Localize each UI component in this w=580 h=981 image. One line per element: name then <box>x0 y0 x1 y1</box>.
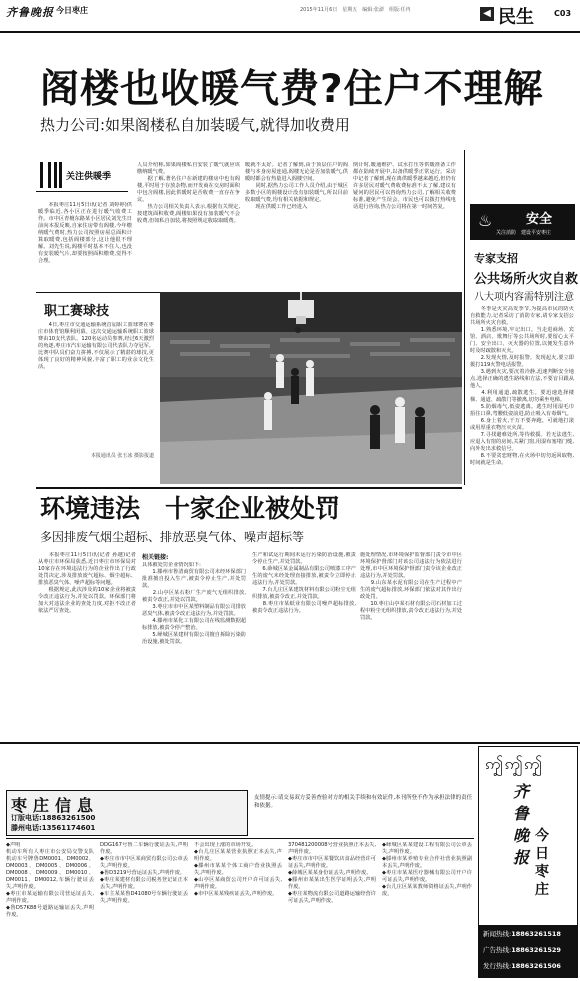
sports-photo-credit: 本报通讯员 张玉冰 摄影报道 <box>90 453 154 459</box>
hotline-news-number: 18863261518 <box>511 930 561 938</box>
edition-name: 今日枣庄 <box>56 6 88 15</box>
hotline-ad <box>483 945 561 954</box>
section-tab <box>476 0 580 30</box>
classifieds-col4: 370481200008号营业执照正本丢失,声明作废。 ◆枣庄市市中区某餐饮店食品经营许可证丢失,声明作废。 ◆薛城区某某身份证丢失,声明作废。 ◆滕州市某某出生医学证明丢失,声明作废。 ◆枣庄某物流有限公司道路运输经营许可证丢失,声明作废。 <box>288 842 376 904</box>
sidebar-body: 冬季是火灾高发季节,为提高市民的防火自救能力,记者采访了消防专家,请专家支招公共场所火灾自救。 1.熟悉环境,牢记出口。当走进商场、宾馆、酒店、歌舞厅等公共场所时,要留心太平门、安全出口、灭火器的位置,以便发生意外时及时疏散和灭火。 2.发现火情,及时报警。发现起火,要立即拨打119火警电话报警。 3.遇到火灾,要沉着冷静,迅速判断安全地点,选择正确的逃生路线和方法,不要盲目跟从他人。 4.利用通道,疏散逃生。要迅速选择楼梯、通道、疏散门等撤离,切勿乘坐电梯。 5.防烟毒气,低姿逃离。逃生时用湿毛巾捂住口鼻,弯腰低姿前进,防止吸入有毒烟气。 6.身上着火,千万不要奔跑。可就地打滚或用厚重衣物压灭火苗。 7.寻找避难处所,等待救援。若无法逃生,应退入有窗的房间,关紧门窗,用湿布塞堵门缝,向外发出求救信号。 8.不要贪恋财物,在火场中切勿返回取物,时间就是生命。 <box>470 306 574 466</box>
env-lede: 本报枣庄11月5日讯(记者 孙越)记者从枣庄市环保局获悉,近日枣庄市环保局对10家存在环境违法行为的企业作出了行政处罚决定,涉及排放废气超标、烟尘超标、排放恶臭气体、噪声超标等问题。 根据规定,此次涉及的10家企业将被责令改正违法行为,并处以罚款。环保部门将加大对违法企业的查处力度,对拒不改正者依法严厉查处。 <box>38 552 136 614</box>
classifieds-col5: ◆峄城区某某建设工程有限公司公章丢失,声明作废。 ◆滕州市某养殖专业合作社营业执照副本丢失,声明作废。 ◆枣庄市某某医疗器械有限公司开户许可证丢失,声明作废。 ◆台儿庄区某某教师资格证丢失,声明作废。 <box>382 842 472 897</box>
lead-headline: 阁楼也收暖气费?住户不理解 <box>40 67 544 112</box>
sidebar-headline: 公共场所火灾自救 <box>474 272 579 287</box>
promo-edition: 今日枣庄 <box>535 828 549 898</box>
classifieds-title: 枣庄信息 <box>11 796 100 815</box>
hotline-ad-number: 18863261529 <box>511 946 561 954</box>
hotline-ad-label: 广告热线: <box>483 946 512 954</box>
env-col4: 施处理情况,市环境保护监督部门责令市中区环境保护督部门对该公司违法行为依法进行处理,市中区环境保护督部门责令该企业改正违法行为,并处罚款。 9.山东某水泥有限公司在生产过程中产生的废气超标排放,环保部门依法对其作出行政处罚。 10.枣庄山亭某石材有限公司石材加工过程中粉尘无组织排放,责令改正违法行为,并处罚款。 <box>360 552 462 621</box>
hotline-block <box>479 925 577 977</box>
phone-row-1: 订版电话:18863261500 <box>11 814 96 822</box>
sidebar-kicker: 专家支招 <box>474 252 518 265</box>
hotline-news <box>483 929 561 938</box>
radiator-icon <box>40 162 62 188</box>
promo-box <box>478 746 578 978</box>
lead-logo <box>36 160 132 200</box>
classifieds-col2: DDG167号鲁二车辆行驶证丢失,声明作废。 ◆枣庄市市中区某商贸有限公司公章丢失,声明作废。 ◆鲁D3219号营运证丢失,声明作废。 ◆枣庄某建材有限公司税务登记证正本丢失,声明作废。 ◆车主某某鲁D41080号车辆行驶证丢失,声明作废。 <box>100 842 188 904</box>
env-subhead: 多因排废气烟尘超标、排放恶臭气体、噪声超标等 <box>40 530 305 544</box>
env-headline: 环境违法 十家企业被处罚 <box>40 494 341 523</box>
promo-paper: 齐鲁晚报 <box>513 782 530 867</box>
banner-title: 安全 <box>526 212 553 227</box>
lead-subhead: 热力公司:如果阁楼私自加装暖气,就得加收费用 <box>40 116 350 134</box>
classifieds-col3: 不会出现上涨的市场开发。 ◆台儿庄区某某营业执照正本丢失,声明作废。 ◆滕州市某某个体工商户营业执照丢失,声明作废。 ◆山亭区某商贸公司开户许可证丢失,声明作废。 ◆市中区某某残疾证丢失,声明作废。 <box>194 842 282 897</box>
lead-col2: 人员介绍称,如果阁楼私自安装了暖气就应该缴纳暖气费。 据了解,著名住户在新建的楼房中也有阁楼,平时用于存放杂物,而开发商在交房时面积中包含阁楼,因此供暖时是否收费一直存在争议。 热力公司相关负责人表示,根据有关规定,按建筑面积收费,阁楼如果没有加装暖气不会收费,但如私自加装,将按照规定收取取暖费。 <box>137 162 240 224</box>
classifieds-notice: 友情提示:请交易双方妥善查验对方的相关手续和有效证件,本刊所登不作为承担法律的责任和依据。 <box>254 795 473 809</box>
back-arrow-icon: ◀ <box>480 7 494 21</box>
paper-name: 齐鲁晚报 <box>6 6 54 19</box>
classifieds-col1: ◆声明 机动车所有人枣庄市公安局交警支队机动车号牌鲁DM0001、DM0002、DM0003、DM0005、DM0006、DM0008、DM0009、DM0010、DM0011、DM0012,车辆行驶证丢失,声明作废。 ◆枣庄市某运输有限公司营运证丢失,声明作废。 ◆鲁D57K88号道路运输证丢失,声明作废。 <box>6 842 94 918</box>
sports-headline: 职工赛球技 <box>44 304 110 319</box>
env-list-title: 相关链接: <box>142 554 169 561</box>
masthead <box>0 0 580 34</box>
section-name: 民生 <box>498 7 534 28</box>
lead-col3: 暖就不太好。记者了解到,由于顶层住户的阁楼与本身房屋连通,阁楼无论是否加装暖气,供暖时都会有热量进入阁楼空间。 同时,据热力公司工作人员介绍,由于城区多数小区的阁楼设计没有加装暖气,所以目前收取暖气费,均有相关依据和规定。 现在供暖工作已经进入 <box>245 162 348 210</box>
env-list: 具体被处罚企业情况如下: 1.滕州市鲁清商贸有限公司未经环保部门批准擅自投入生产,被责令停止生产,并处罚款。 2.山亭区某石粉厂生产废气无组织排放,被责令改正,并处以罚款。 3.枣庄市市中区某塑料制品有限公司排放恶臭气体,被责令改正违法行为,并处罚款。 4.滕州市某化工有限公司在线监测数据超标排放,被责令停产整治。 5.峄城区某建材有限公司擅自拆除污染防治设施,被处罚款。 <box>142 562 246 645</box>
phone-row-2: 滕州电话:13561174601 <box>11 824 96 832</box>
hotline-news-label: 新闻热线: <box>483 930 512 938</box>
hotline-distribution-label: 发行热线: <box>483 962 512 970</box>
hotline-distribution-number: 18863261506 <box>511 962 561 970</box>
sidebar-subhead: 八大项内容需特别注意 <box>474 292 574 303</box>
page-number: C03 <box>554 9 572 18</box>
classifieds-header <box>6 790 248 836</box>
sports-body: 4日,枣庄市交通运输系统首届职工篮球赛在枣庄市体育馆顺利闭幕。这次交通运输系统职工篮球赛由10支代表队、120名运动员参赛,经过6天激烈的角逐,枣庄市汽车运输有限公司代表队力夺冠军。比赛中队员们奋力拼搏,不仅展示了精湛的球技,更体现了良好的精神风貌,丰富了职工的业余文化生活。 <box>38 322 154 370</box>
lead-col4: 倒计时,暖通维护、试水打压等供暖准备工作都在陆续开展中,以备供暖季正常运行。采访中记者了解到,现在离供暖季越来越近,但仍有许多居民对暖气费收费标准不太了解,建议有疑问的居民可以咨询热力公司,了解相关收费标准,避免产生误会。市民也可以拨打热线电话进行咨询,热力公司将在第一时间答复。 <box>353 162 456 210</box>
dateline: 2015年11月6日 星期五 编辑:张澎 组版:任冉 <box>300 7 411 13</box>
flame-icon: ♨ <box>478 211 493 230</box>
logo-text: 关注供暖季 <box>66 172 112 182</box>
hotline-distribution <box>483 961 561 970</box>
basketball-photo <box>160 292 462 484</box>
ornament-icon: ꩵꩵꩵ <box>485 754 544 773</box>
banner-caption: 关注消防 建设平安枣庄 <box>496 230 552 236</box>
sidebar-banner <box>470 204 575 240</box>
env-col3: 生产和试运行期间未运行污染防治设施,被责令停止生产,并处罚款。 6.薛城区某金属制品有限公司喷漆工序产生的废气未经处理直接排放,被责令立即停止违法行为,并处罚款。 7.台儿庄区某建筑材料有限公司粉尘无组织排放,被责令改正,并处罚款。 8.枣庄市某纸业有限公司噪声超标排放,被责令改正违法行为。 <box>252 552 356 614</box>
lead-col1: 本报枣庄11月5日讯(记者 刘婷婷)供暖季临近,各小区正在进行暖气收费工作。市中区青檀东路某小区居民刘先生日前向本报反映,自家住房带有阁楼,今年缴纳暖气费时,热力公司按照房屋总面积计算取暖费,包括阁楼部分,这让他很不理解。刘先生说,阁楼平时基本不住人,也没有安装暖气片,却要按照面积缴费,觉得不合理。 <box>38 202 132 264</box>
